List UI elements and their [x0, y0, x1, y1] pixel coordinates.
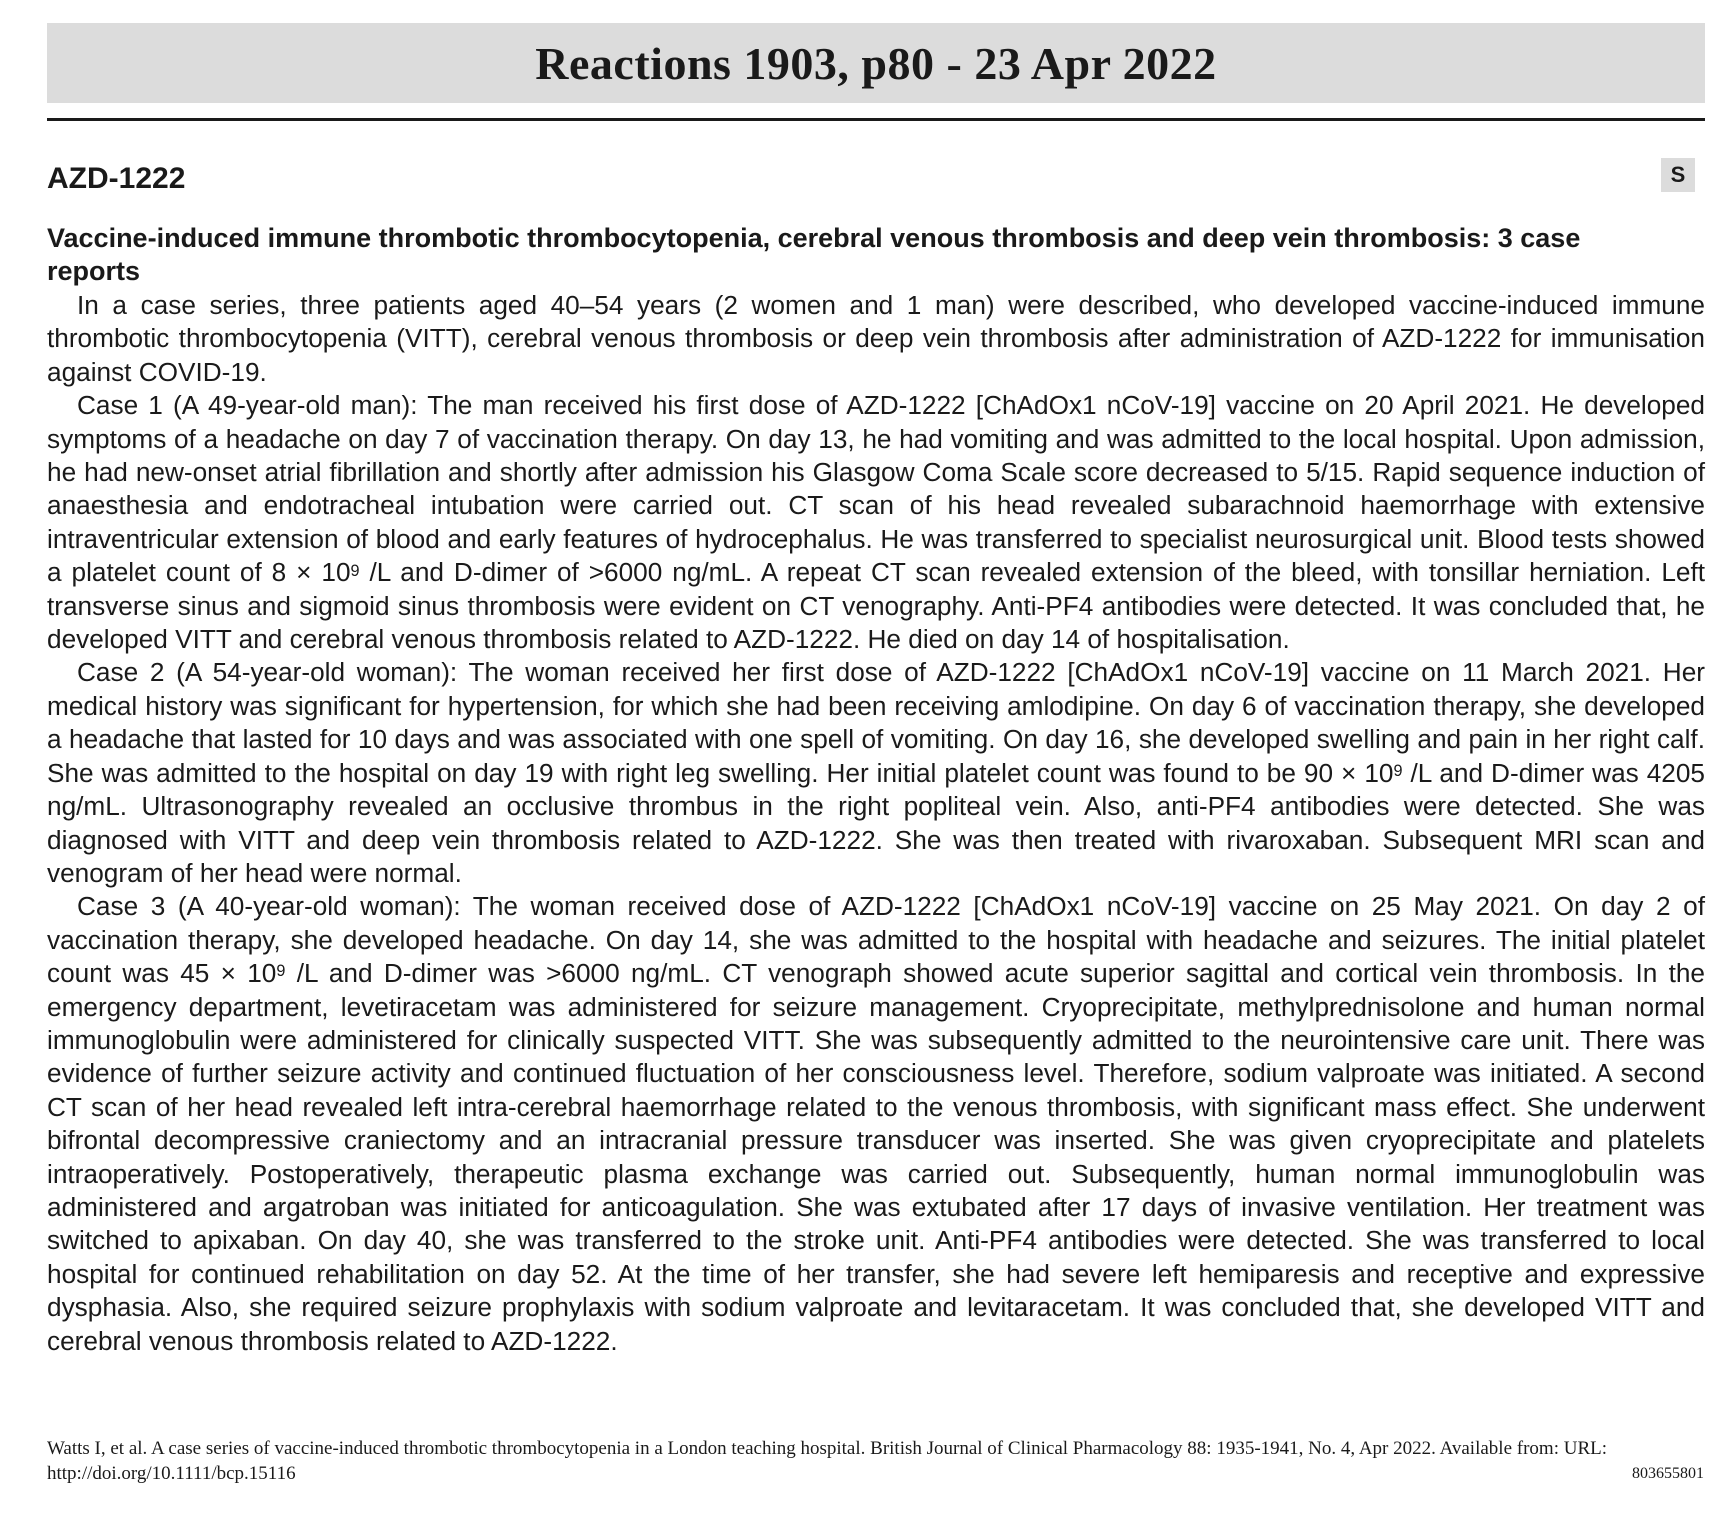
intro-paragraph: In a case series, three patients aged 40–54 years (2 women and 1 man) were described, who developed vaccine-induced immune thrombotic thrombocytopenia (VITT), cerebral venous thrombosis or deep vein thrombosis after administration of AZD-1222 for immunisation against COVID-19. [47, 290, 1705, 387]
case-1-exponent: 9 [350, 561, 360, 580]
serious-badge: S [1661, 158, 1695, 192]
case-3-exponent: 9 [276, 962, 286, 981]
case-2-exponent: 9 [1393, 762, 1403, 781]
case-1-text-b: /L and D-dimer of >6000 ng/mL. A repeat CT scan revealed extension of the bleed, with tonsillar herniation. Left transverse sinus and sigmoid sinus thrombosis were evident on CT venography. Anti-PF4 antibodies were detected. It was concluded that, he developed VITT and cerebral venous thrombosis related to AZD-1222. He died on day 14 of hospitalisation. [47, 557, 1705, 655]
journal-header-title: Reactions 1903, p80 - 23 Apr 2022 [535, 37, 1217, 89]
document-id: 803655801 [1632, 1465, 1704, 1482]
case-3-paragraph [47, 890, 1705, 1358]
article-body [47, 289, 1705, 1358]
drug-name-heading: AZD-1222 [47, 162, 186, 195]
case-3-text-a: Case 3 (A 40-year-old woman): The woman received dose of AZD-1222 [ChAdOx1 nCoV-19] vaccine on 25 May 2021. On day 2 of vaccination therapy, she developed headache. On day 14, she was admitted to the hospital with headache and seizures. The initial platelet count was 45 × 10 [47, 891, 1705, 989]
journal-header-band [47, 23, 1705, 103]
case-2-paragraph [47, 656, 1705, 890]
case-2-text-a: Case 2 (A 54-year-old woman): The woman received her first dose of AZD-1222 [ChAdOx1 nCoV-19] vaccine on 11 March 2021. Her medical history was significant for hypertension, for which she had been receiving amlodipine. On day 6 of vaccination therapy, she developed a headache that lasted for 10 days and was associated with one spell of vomiting. On day 16, she developed swelling and pain in her right calf. She was admitted to the hospital on day 19 with right leg swelling. Her initial platelet count was found to be 90 × 10 [47, 657, 1705, 788]
case-3-text-b: /L and D-dimer was >6000 ng/mL. CT venograph showed acute superior sagittal and cortical vein thrombosis. In the emergency department, levetiracetam was administered for seizure management. Cryoprecipitate, methylprednisolone and human normal immunoglobulin were administered for clinically suspected VITT. She was subsequently admitted to the neurointensive care unit. There was evidence of further seizure activity and continued fluctuation of her consciousness level. Therefore, sodium valproate was initiated. A second CT scan of her head revealed left intra-cerebral haemorrhage related to the venous thrombosis, with significant mass effect. She underwent bifrontal decompressive craniectomy and an intracranial pressure transducer was inserted. She was given cryoprecipitate and platelets intraoperatively. Postoperatively, therapeutic plasma exchange was carried out. Subsequently, human normal immunoglobulin was administered and argatroban was initiated for anticoagulation. She was extubated after 17 days of invasive ventilation. Her treatment was switched to apixaban. On day 40, she was transferred to the stroke unit. Anti-PF4 antibodies were detected. She was transferred to local hospital for continued rehabilitation on day 52. At the time of her transfer, she had severe left hemiparesis and receptive and expressive dysphasia. Also, she required seizure prophylaxis with sodium valproate and levitaracetam. It was concluded that, she developed VITT and cerebral venous thrombosis related to AZD-1222. [47, 958, 1705, 1356]
reference-citation: Watts I, et al. A case series of vaccine-induced thrombotic thrombocytopenia in a London teaching hospital. British Journal of Clinical Pharmacology 88: 1935-1941, No. 4, Apr 2022. Available from: URL: http://doi.org/10.1111/bcp.15116 [47, 1438, 1608, 1484]
case-1-text-a: Case 1 (A 49-year-old man): The man received his first dose of AZD-1222 [ChAdOx1 nCoV-19] vaccine on 20 April 2021. He developed symptoms of a headache on day 7 of vaccination therapy. On day 13, he had vomiting and was admitted to the local hospital. Upon admission, he had new-onset atrial fibrillation and shortly after admission his Glasgow Coma Scale score decreased to 5/15. Rapid sequence induction of anaesthesia and endotracheal intubation were carried out. CT scan of his head revealed subarachnoid haemorrhage with extensive intraventricular extension of blood and early features of hydrocephalus. He was transferred to specialist neurosurgical unit. Blood tests showed a platelet count of 8 × 10 [47, 390, 1705, 588]
header-divider [47, 118, 1705, 121]
article-title: Vaccine-induced immune thrombotic thrombocytopenia, cerebral venous thrombosis and deep vein thrombosis: 3 case reports [47, 223, 1581, 286]
case-1-paragraph [47, 389, 1705, 656]
case-2-text-b: /L and D-dimer was 4205 ng/mL. Ultrasonography revealed an occlusive thrombus in the right popliteal vein. Also, anti-PF4 antibodies were detected. She was diagnosed with VITT and deep vein thrombosis related to AZD-1222. She was then treated with rivaroxaban. Subsequent MRI scan and venogram of her head were normal. [47, 757, 1705, 888]
